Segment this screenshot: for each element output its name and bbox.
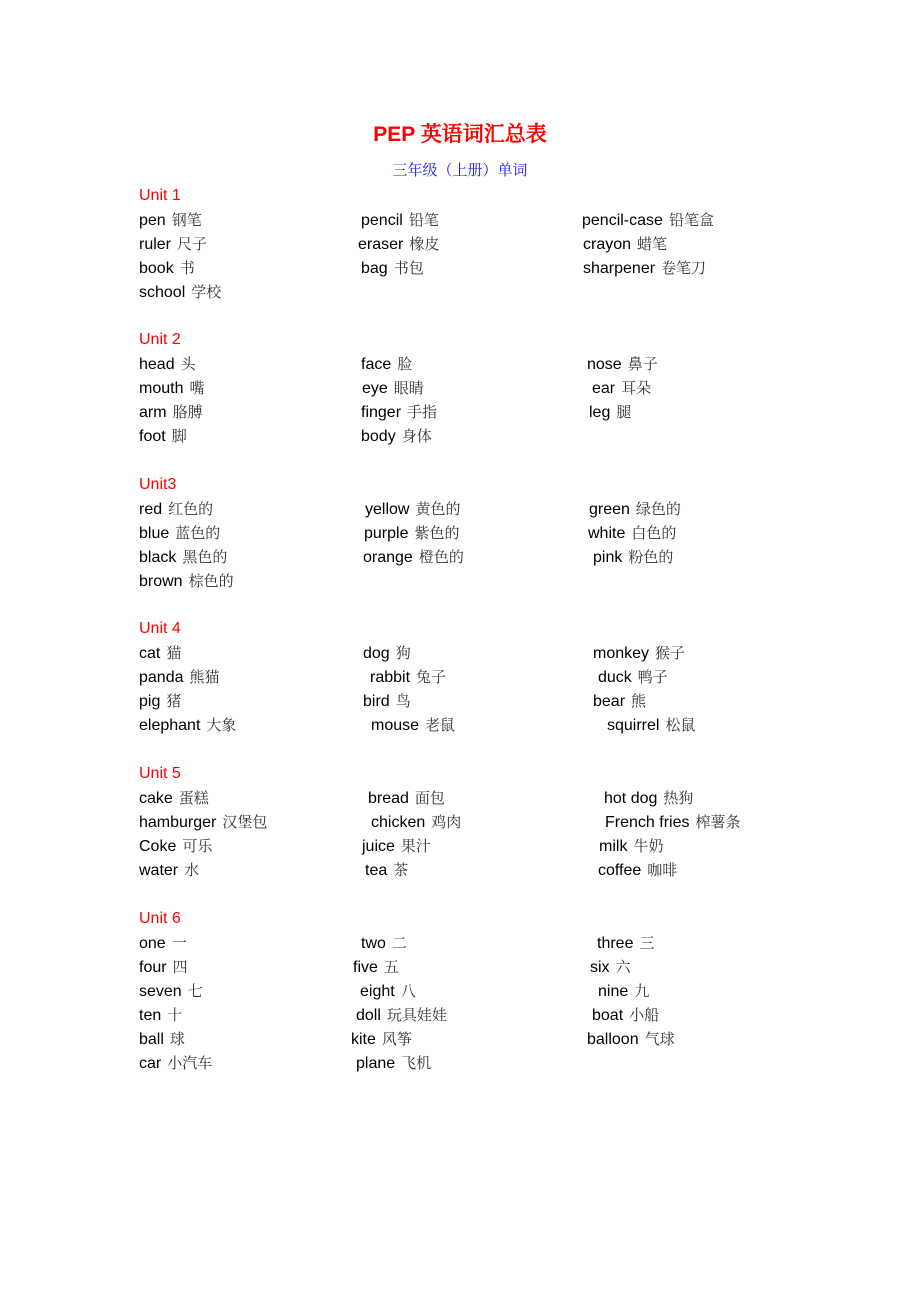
english-word: six: [590, 959, 610, 976]
vocab-item: [363, 643, 411, 664]
english-word: bear: [593, 693, 626, 710]
chinese-meaning: 眼睛: [393, 379, 424, 397]
english-word: red: [139, 501, 163, 518]
chinese-meaning: 腿: [616, 403, 632, 421]
chinese-meaning: 水: [184, 861, 200, 879]
chinese-meaning: 小船: [629, 1006, 660, 1024]
english-word: rabbit: [370, 669, 411, 686]
vocab-item: [592, 378, 651, 399]
chinese-meaning: 果汁: [400, 837, 431, 855]
chinese-meaning: 尺子: [177, 235, 208, 253]
chinese-meaning: 飞机: [401, 1054, 432, 1072]
vocab-item: [139, 788, 209, 809]
english-word: white: [588, 525, 626, 542]
english-word: balloon: [587, 1031, 639, 1048]
chinese-meaning: 蛋糕: [178, 789, 209, 807]
chinese-meaning: 松鼠: [665, 716, 696, 734]
vocab-item: [370, 667, 446, 688]
unit-heading: Unit 6: [139, 910, 181, 927]
vocab-item: [598, 667, 668, 688]
vocab-item: [593, 547, 673, 568]
chinese-meaning: 黄色的: [415, 500, 461, 518]
chinese-meaning: 球: [169, 1030, 185, 1048]
vocab-item: [583, 258, 706, 279]
chinese-meaning: 牛奶: [633, 837, 664, 855]
unit-heading: Unit 1: [139, 187, 181, 204]
english-word: arm: [139, 404, 167, 421]
english-word: bag: [361, 260, 388, 277]
chinese-meaning: 面包: [414, 789, 445, 807]
chinese-meaning: 大象: [206, 716, 237, 734]
vocab-item: [598, 860, 677, 881]
chinese-meaning: 鼻子: [627, 355, 658, 373]
chinese-meaning: 嘴: [189, 379, 205, 397]
chinese-meaning: 鸟: [395, 692, 411, 710]
page-subtitle: 三年级（上册）单词: [392, 162, 528, 179]
chinese-meaning: 六: [615, 958, 631, 976]
vocab-item: [139, 981, 203, 1002]
english-word: pen: [139, 212, 166, 229]
english-word: nose: [587, 356, 622, 373]
english-word: five: [353, 959, 378, 976]
unit-heading: Unit 4: [139, 620, 181, 637]
english-word: boat: [592, 1007, 624, 1024]
chinese-meaning: 脚: [171, 427, 187, 445]
unit-heading: Unit3: [139, 476, 177, 493]
chinese-meaning: 头: [180, 355, 196, 373]
chinese-meaning: 书包: [393, 259, 424, 277]
vocab-item: [582, 210, 714, 231]
chinese-meaning: 气球: [644, 1030, 675, 1048]
vocab-item: [360, 981, 416, 1002]
english-word: body: [361, 428, 396, 445]
english-word: cat: [139, 645, 161, 662]
vocab-item: [371, 715, 455, 736]
chinese-meaning: 热狗: [663, 789, 694, 807]
english-word: ten: [139, 1007, 162, 1024]
vocab-item: [139, 643, 181, 664]
chinese-meaning: 手指: [407, 403, 438, 421]
english-word: green: [589, 501, 630, 518]
english-word: brown: [139, 573, 183, 590]
vocab-item: [363, 691, 411, 712]
vocab-item: [365, 860, 408, 881]
chinese-meaning: 身体: [401, 427, 432, 445]
english-word: eight: [360, 983, 395, 1000]
vocab-item: [363, 547, 464, 568]
chinese-meaning: 卷笔刀: [661, 259, 707, 277]
vocab-item: [139, 957, 188, 978]
chinese-meaning: 老鼠: [425, 716, 456, 734]
vocab-item: [139, 1005, 182, 1026]
english-word: ear: [592, 380, 616, 397]
chinese-meaning: 猴子: [655, 644, 686, 662]
vocab-item: [590, 957, 631, 978]
chinese-meaning: 小汽车: [167, 1054, 213, 1072]
vocab-item: [139, 354, 196, 375]
vocab-item: [587, 354, 658, 375]
english-word: cake: [139, 790, 173, 807]
chinese-meaning: 粉色的: [628, 548, 674, 566]
unit-heading: Unit 5: [139, 765, 181, 782]
english-word: kite: [351, 1031, 376, 1048]
vocab-item: [139, 499, 213, 520]
vocab-item: [361, 426, 432, 447]
chinese-meaning: 红色的: [168, 500, 214, 518]
vocab-item: [589, 499, 681, 520]
vocab-item: [139, 1029, 185, 1050]
chinese-meaning: 茶: [393, 861, 409, 879]
english-word: ball: [139, 1031, 164, 1048]
english-word: four: [139, 959, 167, 976]
english-word: panda: [139, 669, 184, 686]
chinese-meaning: 胳膊: [172, 403, 203, 421]
chinese-meaning: 棕色的: [188, 572, 234, 590]
english-word: monkey: [593, 645, 650, 662]
vocab-item: [587, 1029, 675, 1050]
vocab-item: [361, 933, 407, 954]
chinese-meaning: 四: [172, 958, 188, 976]
vocab-item: [593, 691, 646, 712]
chinese-meaning: 风筝: [381, 1030, 412, 1048]
vocab-item: [139, 426, 187, 447]
vocab-item: [371, 812, 461, 833]
chinese-meaning: 兔子: [416, 668, 447, 686]
vocab-item: [362, 836, 431, 857]
english-word: milk: [599, 838, 628, 855]
vocab-item: [353, 957, 399, 978]
english-word: tea: [365, 862, 388, 879]
english-word: hamburger: [139, 814, 217, 831]
chinese-meaning: 脸: [397, 355, 413, 373]
english-word: pink: [593, 549, 623, 566]
vocab-item: [607, 715, 695, 736]
vocab-item: [361, 402, 437, 423]
english-word: plane: [356, 1055, 396, 1072]
english-word: dog: [363, 645, 390, 662]
english-word: head: [139, 356, 175, 373]
english-word: black: [139, 549, 177, 566]
vocab-item: [361, 354, 412, 375]
vocab-item: [356, 1053, 431, 1074]
chinese-meaning: 铅笔盒: [668, 211, 714, 229]
vocab-item: [139, 836, 212, 857]
vocab-item: [361, 210, 439, 231]
english-word: pig: [139, 693, 161, 710]
chinese-meaning: 猪: [166, 692, 182, 710]
chinese-meaning: 耳朵: [621, 379, 652, 397]
chinese-meaning: 汉堡包: [222, 813, 268, 831]
chinese-meaning: 猫: [166, 644, 182, 662]
vocab-item: [365, 499, 460, 520]
vocab-item: [139, 258, 195, 279]
vocab-item: [139, 812, 267, 833]
english-word: bread: [368, 790, 409, 807]
chinese-meaning: 书: [179, 259, 195, 277]
vocab-item: [588, 523, 676, 544]
chinese-meaning: 一: [171, 934, 187, 952]
vocab-item: [139, 547, 227, 568]
english-word: finger: [361, 404, 402, 421]
english-word: crayon: [583, 236, 632, 253]
chinese-meaning: 十: [167, 1006, 183, 1024]
chinese-meaning: 熊: [631, 692, 647, 710]
english-word: eraser: [358, 236, 404, 253]
vocab-item: [593, 643, 685, 664]
vocab-item: [139, 378, 204, 399]
english-word: ruler: [139, 236, 172, 253]
english-word: blue: [139, 525, 170, 542]
chinese-meaning: 可乐: [182, 837, 213, 855]
vocab-item: [605, 812, 740, 833]
english-word: pencil-case: [582, 212, 663, 229]
vocab-item: [362, 378, 424, 399]
chinese-meaning: 蓝色的: [175, 524, 221, 542]
vocab-item: [139, 210, 202, 231]
chinese-meaning: 紫色的: [414, 524, 460, 542]
vocab-item: [589, 402, 631, 423]
english-word: squirrel: [607, 717, 660, 734]
vocab-item: [583, 234, 667, 255]
english-word: sharpener: [583, 260, 656, 277]
vocab-item: [139, 571, 234, 592]
english-word: duck: [598, 669, 632, 686]
english-word: juice: [362, 838, 395, 855]
chinese-meaning: 蜡笔: [637, 235, 668, 253]
english-word: purple: [364, 525, 409, 542]
vocab-item: [139, 402, 203, 423]
chinese-meaning: 七: [187, 982, 203, 1000]
english-word: chicken: [371, 814, 426, 831]
english-word: eye: [362, 380, 388, 397]
chinese-meaning: 三: [639, 934, 655, 952]
english-word: two: [361, 935, 386, 952]
vocab-item: [139, 234, 207, 255]
chinese-meaning: 咖啡: [647, 861, 678, 879]
vocab-item: [351, 1029, 412, 1050]
english-word: orange: [363, 549, 413, 566]
vocab-item: [139, 715, 236, 736]
chinese-meaning: 学校: [191, 283, 222, 301]
english-word: coffee: [598, 862, 642, 879]
chinese-meaning: 榨薯条: [695, 813, 741, 831]
vocab-item: [358, 234, 439, 255]
english-word: water: [139, 862, 179, 879]
vocab-item: [597, 933, 654, 954]
page-title: PEP 英语词汇总表: [373, 123, 547, 146]
vocab-item: [599, 836, 663, 857]
chinese-meaning: 白色的: [631, 524, 677, 542]
vocab-item: [139, 1053, 212, 1074]
chinese-meaning: 鸭子: [637, 668, 668, 686]
vocab-item: [139, 691, 181, 712]
english-word: French fries: [605, 814, 690, 831]
english-word: doll: [356, 1007, 381, 1024]
chinese-meaning: 鸡肉: [431, 813, 462, 831]
english-word: foot: [139, 428, 166, 445]
english-word: pencil: [361, 212, 403, 229]
english-word: elephant: [139, 717, 201, 734]
chinese-meaning: 黑色的: [182, 548, 228, 566]
english-word: one: [139, 935, 166, 952]
english-word: car: [139, 1055, 162, 1072]
english-word: leg: [589, 404, 611, 421]
english-word: hot dog: [604, 790, 658, 807]
vocab-item: [598, 981, 649, 1002]
vocab-item: [139, 667, 220, 688]
unit-heading: Unit 2: [139, 331, 181, 348]
vocab-item: [592, 1005, 659, 1026]
chinese-meaning: 五: [383, 958, 399, 976]
chinese-meaning: 狗: [395, 644, 411, 662]
english-word: face: [361, 356, 392, 373]
chinese-meaning: 橙色的: [418, 548, 464, 566]
chinese-meaning: 钢笔: [171, 211, 202, 229]
english-word: book: [139, 260, 174, 277]
vocab-item: [368, 788, 445, 809]
chinese-meaning: 九: [634, 982, 650, 1000]
chinese-meaning: 橡皮: [409, 235, 440, 253]
english-word: Coke: [139, 838, 177, 855]
vocab-item: [139, 282, 221, 303]
vocab-item: [361, 258, 424, 279]
vocab-item: [356, 1005, 447, 1026]
english-word: three: [597, 935, 634, 952]
chinese-meaning: 八: [400, 982, 416, 1000]
chinese-meaning: 玩具娃娃: [386, 1006, 447, 1024]
vocab-item: [604, 788, 693, 809]
english-word: mouth: [139, 380, 184, 397]
vocab-item: [364, 523, 460, 544]
chinese-meaning: 二: [391, 934, 407, 952]
vocab-item: [139, 523, 220, 544]
english-word: nine: [598, 983, 629, 1000]
vocab-item: [139, 860, 199, 881]
chinese-meaning: 绿色的: [635, 500, 681, 518]
chinese-meaning: 铅笔: [408, 211, 439, 229]
english-word: bird: [363, 693, 390, 710]
english-word: yellow: [365, 501, 410, 518]
english-word: school: [139, 284, 186, 301]
chinese-meaning: 熊猫: [189, 668, 220, 686]
vocab-item: [139, 933, 187, 954]
english-word: seven: [139, 983, 182, 1000]
english-word: mouse: [371, 717, 420, 734]
